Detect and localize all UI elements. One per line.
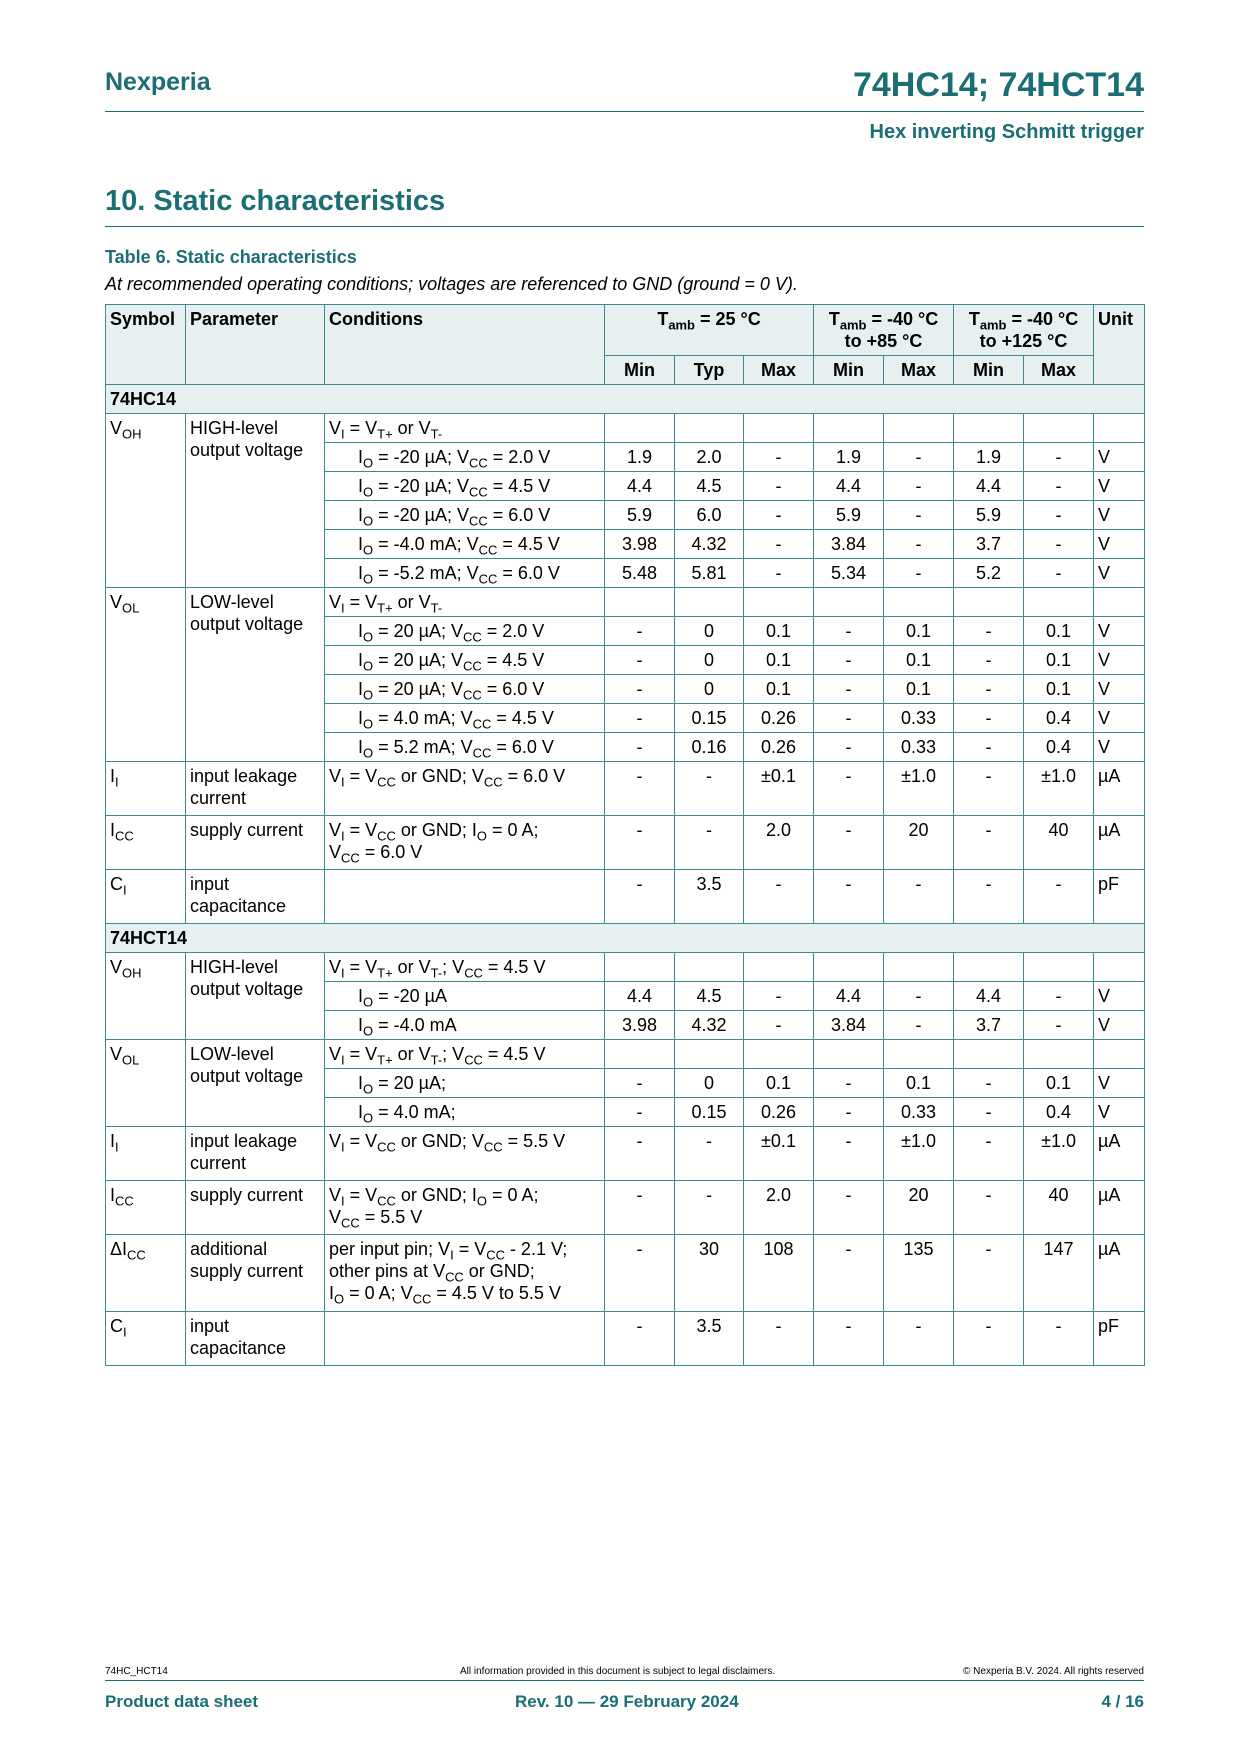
value-cell: 0.1 [744,617,814,646]
parameter-cell: additional supply current [186,1235,325,1312]
value-cell: - [814,1312,884,1366]
unit-cell: V [1094,501,1145,530]
value-cell: - [675,816,744,870]
value-cell: - [1024,501,1094,530]
value-cell [814,414,884,443]
value-cell [954,1040,1024,1069]
value-cell: - [884,870,954,924]
condition-cell: $I_O = 4.0$ mA; $V_{CC} = 4.5$ V [325,704,605,733]
value-cell [744,1040,814,1069]
group-row [106,924,1145,953]
value-cell [605,414,675,443]
symbol-cell: $V_{OH}$ [106,953,186,1040]
value-cell: 5.9 [605,501,675,530]
value-cell: 3.7 [954,530,1024,559]
value-cell [744,953,814,982]
value-cell: - [954,762,1024,816]
value-cell: 4.5 [675,472,744,501]
value-cell: - [605,733,675,762]
value-cell [1024,953,1094,982]
value-cell: ±1.0 [884,1127,954,1181]
value-cell [884,953,954,982]
unit-cell: V [1094,646,1145,675]
footer-document-type: Product data sheet [105,1692,259,1711]
symbol-cell: $C_I$ [106,1312,186,1366]
value-cell: - [954,1098,1024,1127]
value-cell: - [814,1235,884,1312]
value-cell: 40 [1024,816,1094,870]
footer-revision: Rev. 10 — 29 February 2024 [515,1692,739,1711]
header-symbol: Symbol [106,305,186,385]
unit-cell: µA [1094,816,1145,870]
value-cell: - [954,646,1024,675]
value-cell: - [954,1069,1024,1098]
condition-cell: $I_O = -5.2$ mA; $V_{CC} = 6.0$ V [325,559,605,588]
condition-cell: $I_O = 20$ µA; [325,1069,605,1098]
value-cell: 0.1 [1024,617,1094,646]
value-cell: - [814,870,884,924]
section-rule [105,226,1144,227]
value-cell: 0.16 [675,733,744,762]
symbol-cell: $I_{CC}$ [106,816,186,870]
table-row [106,953,1145,982]
unit-cell [1094,1040,1145,1069]
value-cell: 6.0 [675,501,744,530]
condition-cell: $I_O = 20$ µA; $V_{CC} = 6.0$ V [325,675,605,704]
document-title: 74HC14; 74HCT14 [852,66,1144,104]
value-cell: - [675,762,744,816]
value-cell: - [605,704,675,733]
value-cell: 0.26 [744,733,814,762]
value-cell: 4.5 [675,982,744,1011]
value-cell: 0 [675,617,744,646]
unit-cell: µA [1094,1181,1145,1235]
value-cell: - [884,472,954,501]
value-cell [884,414,954,443]
condition-cell: $V_I = V_{T+}$ or $V_{T-}$; $V_{CC} = 4.5$ V [325,1040,605,1069]
symbol-cell: $\Delta I_{CC}$ [106,1235,186,1312]
value-cell: - [1024,530,1094,559]
value-cell [1024,588,1094,617]
value-cell: 40 [1024,1181,1094,1235]
symbol-cell: $I_I$ [106,1127,186,1181]
value-cell: 3.7 [954,1011,1024,1040]
condition-cell: $V_I = V_{CC}$ or GND; $V_{CC} = 6.0$ V [325,762,605,816]
value-cell: - [814,1181,884,1235]
value-cell: - [744,870,814,924]
condition-cell: $I_O = 20$ µA; $V_{CC} = 2.0$ V [325,617,605,646]
section-title: 10. Static characteristics [105,185,446,217]
table-row [106,1312,1145,1366]
value-cell: - [1024,472,1094,501]
header-min-85: Min [814,356,884,385]
table-caption: Table 6. Static characteristics [105,247,357,267]
condition-cell: $V_I = V_{CC}$ or GND; $V_{CC} = 5.5$ V [325,1127,605,1181]
value-cell: 3.98 [605,530,675,559]
condition-cell: $V_I = V_{T+}$ or $V_{T-}$ [325,588,605,617]
unit-cell [1094,953,1145,982]
value-cell: - [954,1312,1024,1366]
unit-cell: V [1094,617,1145,646]
value-cell: 0 [675,646,744,675]
value-cell: - [605,762,675,816]
header-unit: Unit [1094,305,1145,385]
header-max-25: Max [744,356,814,385]
condition-cell: $I_O = -4.0$ mA; $V_{CC} = 4.5$ V [325,530,605,559]
condition-cell: per input pin; $V_I = V_{CC} - 2.1$ V; other pins at $V_{CC}$ or GND; $I_O = 0$ A; $V_{CC} = 4.5$ V to 5.5 V [325,1235,605,1312]
value-cell: - [675,1127,744,1181]
value-cell: 0.33 [884,733,954,762]
table-body [106,385,1145,1366]
static-characteristics-table [105,304,1145,1366]
value-cell: 4.4 [954,982,1024,1011]
value-cell: - [954,675,1024,704]
unit-cell: µA [1094,1127,1145,1181]
value-cell: - [814,675,884,704]
table-row [106,1181,1145,1235]
value-cell: 2.0 [744,1181,814,1235]
table-row [106,588,1145,617]
symbol-cell: $V_{OL}$ [106,1040,186,1127]
table-row [106,870,1145,924]
value-cell: 3.5 [675,1312,744,1366]
parameter-cell: HIGH-level output voltage [186,414,325,588]
value-cell: 0.1 [744,675,814,704]
table-row [106,1040,1145,1069]
value-cell: 0.1 [1024,675,1094,704]
condition-cell: $I_O = -20$ µA; $V_{CC} = 4.5$ V [325,472,605,501]
unit-cell: V [1094,733,1145,762]
value-cell: - [605,646,675,675]
value-cell: - [1024,1312,1094,1366]
value-cell: - [954,816,1024,870]
value-cell: - [605,1235,675,1312]
value-cell: - [605,675,675,704]
value-cell [605,953,675,982]
value-cell [814,1040,884,1069]
unit-cell: V [1094,472,1145,501]
value-cell: 3.84 [814,1011,884,1040]
value-cell [675,1040,744,1069]
header-tamb-25: $T_{amb} = 25$ °C [605,305,814,356]
value-cell: 5.34 [814,559,884,588]
unit-cell: V [1094,704,1145,733]
value-cell: - [1024,982,1094,1011]
symbol-cell: $V_{OL}$ [106,588,186,762]
condition-cell: $I_O = 20$ µA; $V_{CC} = 4.5$ V [325,646,605,675]
symbol-cell: $V_{OH}$ [106,414,186,588]
value-cell: 3.98 [605,1011,675,1040]
parameter-cell: HIGH-level output voltage [186,953,325,1040]
value-cell: - [884,1011,954,1040]
value-cell: 1.9 [605,443,675,472]
value-cell: 1.9 [954,443,1024,472]
table-row [106,762,1145,816]
value-cell: 4.4 [954,472,1024,501]
value-cell: - [814,1069,884,1098]
value-cell: - [744,530,814,559]
unit-cell: V [1094,1069,1145,1098]
parameter-cell: input leakage current [186,1127,325,1181]
unit-cell: V [1094,675,1145,704]
value-cell: 135 [884,1235,954,1312]
value-cell: - [814,733,884,762]
header-tamb-125: $T_{amb} = -40$ °C to +125 °C [954,305,1094,356]
condition-cell [325,1312,605,1366]
value-cell: 5.9 [814,501,884,530]
condition-cell: $I_O = -4.0$ mA [325,1011,605,1040]
value-cell: - [1024,443,1094,472]
value-cell: - [814,704,884,733]
header-typ-25: Typ [675,356,744,385]
unit-cell: V [1094,530,1145,559]
parameter-cell: input capacitance [186,870,325,924]
value-cell: ±1.0 [1024,1127,1094,1181]
value-cell: 20 [884,816,954,870]
value-cell: - [744,1312,814,1366]
value-cell [814,588,884,617]
value-cell: 2.0 [675,443,744,472]
condition-cell: $I_O = -20$ µA; $V_{CC} = 6.0$ V [325,501,605,530]
parameter-cell: LOW-level output voltage [186,1040,325,1127]
value-cell: 5.9 [954,501,1024,530]
condition-cell: $V_I = V_{CC}$ or GND; $I_O = 0$ A; $V_{CC} = 6.0$ V [325,816,605,870]
header-conditions: Conditions [325,305,605,385]
unit-cell: µA [1094,762,1145,816]
value-cell: - [605,1181,675,1235]
value-cell [605,588,675,617]
unit-cell: µA [1094,1235,1145,1312]
value-cell: 5.48 [605,559,675,588]
unit-cell: V [1094,1011,1145,1040]
value-cell: - [884,501,954,530]
value-cell: ±0.1 [744,762,814,816]
value-cell: 20 [884,1181,954,1235]
value-cell [675,414,744,443]
footer-page-number: 4 / 16 [1101,1692,1144,1711]
parameter-cell: LOW-level output voltage [186,588,325,762]
value-cell: - [744,982,814,1011]
value-cell: 4.32 [675,530,744,559]
symbol-cell: $I_{CC}$ [106,1181,186,1235]
value-cell: 5.81 [675,559,744,588]
value-cell: 0 [675,1069,744,1098]
value-cell: - [605,870,675,924]
footer-copyright: © Nexperia B.V. 2024. All rights reserved [963,1666,1144,1677]
value-cell: - [605,1069,675,1098]
value-cell: 0.26 [744,1098,814,1127]
value-cell: - [605,816,675,870]
value-cell: 3.84 [814,530,884,559]
value-cell: - [744,1011,814,1040]
value-cell: - [744,472,814,501]
value-cell: 4.4 [605,472,675,501]
unit-cell: V [1094,559,1145,588]
value-cell: ±0.1 [744,1127,814,1181]
value-cell: - [814,762,884,816]
value-cell: - [744,501,814,530]
unit-cell [1094,414,1145,443]
value-cell: 0.1 [744,646,814,675]
value-cell: 0.1 [1024,1069,1094,1098]
value-cell: - [884,982,954,1011]
value-cell: - [954,1127,1024,1181]
value-cell: - [814,646,884,675]
value-cell [605,1040,675,1069]
value-cell: - [744,443,814,472]
value-cell: 0.33 [884,704,954,733]
value-cell: - [884,443,954,472]
footer-legal-notice: All information provided in this document is subject to legal disclaimers. [460,1666,776,1677]
table-row [106,414,1145,443]
value-cell: 3.5 [675,870,744,924]
value-cell: - [1024,870,1094,924]
document-subtitle: Hex inverting Schmitt trigger [869,121,1144,143]
value-cell: 0.4 [1024,704,1094,733]
value-cell: - [884,559,954,588]
table-note: At recommended operating conditions; voltages are referenced to GND (ground = 0 V). [105,274,798,294]
unit-cell: V [1094,443,1145,472]
header-min-25: Min [605,356,675,385]
value-cell [1024,1040,1094,1069]
value-cell: - [814,1127,884,1181]
value-cell: 0.4 [1024,1098,1094,1127]
value-cell: - [605,1127,675,1181]
value-cell [675,953,744,982]
value-cell: - [954,1235,1024,1312]
table-row [106,1235,1145,1312]
condition-cell: $V_I = V_{CC}$ or GND; $I_O = 0$ A; $V_{CC} = 5.5$ V [325,1181,605,1235]
unit-cell: pF [1094,1312,1145,1366]
value-cell [1024,414,1094,443]
value-cell: 0.26 [744,704,814,733]
value-cell: - [954,617,1024,646]
symbol-cell: $I_I$ [106,762,186,816]
value-cell: 147 [1024,1235,1094,1312]
header-max-85: Max [884,356,954,385]
condition-cell: $I_O = 4.0$ mA; [325,1098,605,1127]
parameter-cell: supply current [186,1181,325,1235]
value-cell [675,588,744,617]
footer-rule [105,1680,1144,1681]
unit-cell: V [1094,982,1145,1011]
value-cell: ±1.0 [884,762,954,816]
value-cell: - [814,617,884,646]
value-cell: - [954,1181,1024,1235]
parameter-cell: input capacitance [186,1312,325,1366]
value-cell: 4.4 [605,982,675,1011]
condition-cell: $I_O = -20$ µA; $V_{CC} = 2.0$ V [325,443,605,472]
value-cell [744,588,814,617]
value-cell: 0.1 [884,675,954,704]
value-cell: 0.15 [675,1098,744,1127]
table-row [106,1127,1145,1181]
parameter-cell: supply current [186,816,325,870]
condition-cell: $I_O = 5.2$ mA; $V_{CC} = 6.0$ V [325,733,605,762]
condition-cell [325,870,605,924]
value-cell: - [954,870,1024,924]
condition-cell: $V_I = V_{T+}$ or $V_{T-}$; $V_{CC} = 4.5$ V [325,953,605,982]
value-cell: ±1.0 [1024,762,1094,816]
unit-cell [1094,588,1145,617]
parameter-cell: input leakage current [186,762,325,816]
value-cell [884,1040,954,1069]
value-cell [954,953,1024,982]
header-tamb-85: $T_{amb} = -40$ °C to +85 °C [814,305,954,356]
footer-document-ref: 74HC_HCT14 [105,1666,168,1677]
value-cell: 0.1 [744,1069,814,1098]
value-cell: 108 [744,1235,814,1312]
group-label: 74HC14 [106,385,1145,414]
value-cell: 0 [675,675,744,704]
value-cell: 2.0 [744,816,814,870]
value-cell: 0.1 [1024,646,1094,675]
header-min-125: Min [954,356,1024,385]
value-cell: 4.4 [814,982,884,1011]
value-cell: 0.1 [884,617,954,646]
value-cell [744,414,814,443]
symbol-cell: $C_I$ [106,870,186,924]
value-cell: 0.1 [884,1069,954,1098]
table-row [106,816,1145,870]
brand-name: Nexperia [105,68,211,96]
header-rule [105,111,1144,112]
value-cell: - [954,704,1024,733]
value-cell: 1.9 [814,443,884,472]
condition-cell: $I_O = -20$ µA [325,982,605,1011]
value-cell: 4.32 [675,1011,744,1040]
value-cell: - [814,816,884,870]
value-cell: - [675,1181,744,1235]
value-cell: 0.4 [1024,733,1094,762]
value-cell: - [1024,1011,1094,1040]
value-cell: - [744,559,814,588]
value-cell: 0.1 [884,646,954,675]
value-cell [954,414,1024,443]
value-cell: - [605,1098,675,1127]
value-cell: - [884,530,954,559]
unit-cell: V [1094,1098,1145,1127]
condition-cell: $V_I = V_{T+}$ or $V_{T-}$ [325,414,605,443]
value-cell: - [605,1312,675,1366]
value-cell: 5.2 [954,559,1024,588]
value-cell: - [1024,559,1094,588]
value-cell: 0.15 [675,704,744,733]
group-label: 74HCT14 [106,924,1145,953]
value-cell: - [954,733,1024,762]
value-cell: 30 [675,1235,744,1312]
value-cell: - [814,1098,884,1127]
unit-cell: pF [1094,870,1145,924]
value-cell: - [605,617,675,646]
value-cell [814,953,884,982]
value-cell: - [884,1312,954,1366]
group-row [106,385,1145,414]
value-cell [954,588,1024,617]
header-max-125: Max [1024,356,1094,385]
value-cell [884,588,954,617]
value-cell: 4.4 [814,472,884,501]
value-cell: 0.33 [884,1098,954,1127]
header-parameter: Parameter [186,305,325,385]
